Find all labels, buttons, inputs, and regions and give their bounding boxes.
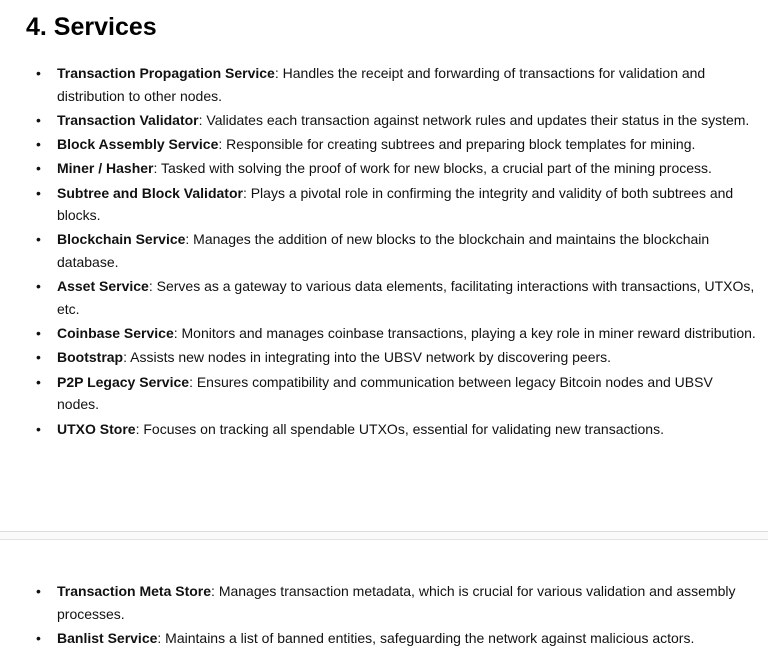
list-item (36, 346, 756, 369)
service-name: Miner / Hasher (57, 160, 154, 177)
bullet-icon: • (36, 136, 41, 153)
list-item (36, 580, 756, 625)
list-item (36, 228, 756, 273)
service-description: : Plays a pivotal role in confirming the integrity and validity of both subtrees and blocks. (57, 184, 734, 224)
bullet-icon: • (36, 373, 41, 390)
service-name: Bootstrap (57, 349, 124, 366)
bullet-icon: • (36, 349, 41, 366)
list-item (36, 62, 756, 107)
service-description: : Focuses on tracking all spendable UTXOs, essential for validating new transactions. (135, 420, 664, 437)
service-description: : Maintains a list of banned entities, safeguarding the network against malicious actors. (157, 629, 695, 646)
list-item (36, 133, 756, 156)
list-item (36, 371, 756, 416)
service-name: P2P Legacy Service (57, 373, 190, 390)
service-description: : Manages the addition of new blocks to the blockchain and maintains the blockchain database. (57, 231, 710, 271)
page-divider (0, 531, 768, 540)
bullet-icon: • (36, 629, 41, 646)
service-name: Banlist Service (57, 629, 158, 646)
service-description: : Assists new nodes in integrating into the UBSV network by discovering peers. (123, 349, 612, 366)
service-name: UTXO Store (57, 420, 136, 437)
service-name: Asset Service (57, 278, 149, 295)
list-item (36, 109, 756, 132)
service-description: : Responsible for creating subtrees and preparing block templates for mining. (218, 136, 696, 153)
service-description: : Monitors and manages coinbase transactions, playing a key role in miner reward distribution. (173, 325, 756, 342)
service-name: Transaction Validator (57, 111, 199, 128)
bullet-icon: • (36, 325, 41, 342)
service-description: : Tasked with solving the proof of work for new blocks, a crucial part of the mining process. (153, 160, 712, 177)
service-name: Transaction Propagation Service (57, 65, 275, 81)
bullet-icon: • (36, 231, 41, 248)
services-list-part1 (36, 62, 756, 442)
bullet-icon: • (36, 111, 41, 128)
list-item (36, 418, 756, 441)
service-description: : Manages transaction metadata, which is crucial for various validation and assembly processes. (57, 583, 736, 622)
service-name: Coinbase Service (57, 325, 174, 342)
list-item (36, 157, 756, 180)
service-description: : Validates each transaction against network rules and updates their status in the system. (198, 111, 750, 128)
list-item (36, 322, 756, 345)
bullet-icon: • (36, 184, 41, 201)
section-heading: 4. Services (26, 13, 157, 41)
bullet-icon: • (36, 583, 41, 599)
bullet-icon: • (36, 160, 41, 177)
service-name: Transaction Meta Store (57, 583, 212, 599)
service-name: Subtree and Block Validator (57, 184, 243, 201)
bullet-icon: • (36, 420, 41, 437)
services-list-part2 (36, 580, 756, 651)
service-name: Blockchain Service (57, 231, 186, 248)
service-description: : Ensures compatibility and communication between legacy Bitcoin nodes and UBSV nodes. (57, 373, 713, 413)
service-name: Block Assembly Service (57, 136, 219, 153)
list-item (36, 275, 756, 320)
service-description: : Serves as a gateway to various data elements, facilitating interactions with transactions, UTXOs, etc. (57, 278, 755, 318)
service-description: : Handles the receipt and forwarding of transactions for validation and distribution to other nodes. (57, 65, 706, 104)
list-item (36, 182, 756, 227)
bullet-icon: • (36, 278, 41, 295)
list-item (36, 627, 756, 650)
bullet-icon: • (36, 65, 41, 81)
